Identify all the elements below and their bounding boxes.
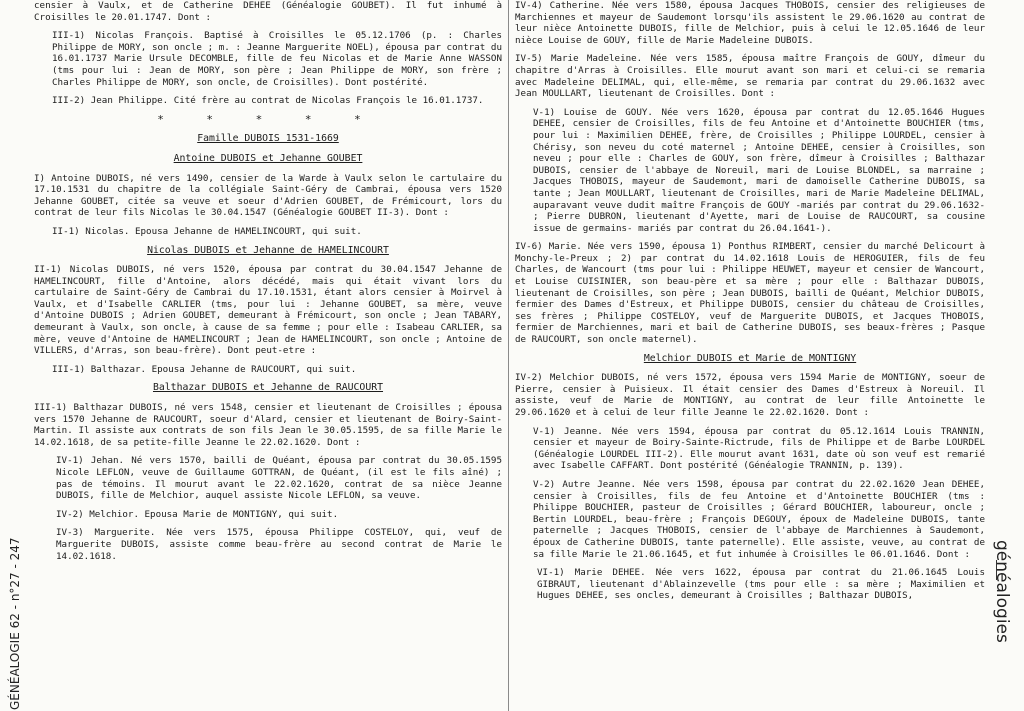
brand-label: généalogies (992, 540, 1012, 643)
paragraph: IV-6) Marie. Née vers 1590, épousa 1) Ponthus RIMBERT, censier du marché Delicourt à Monchy-le-Preux ; 2) par contrat du 14.02.1618 Louis de HEROGUIER, fils de feu Charles, de Wancourt (tms pour lui : Philippe HEUWET, mayeur et censier de Wancourt, et Louise CUISINIER, son beau-père et sa mère ; pour elle : Balthazar DUBOIS, lieutenant de Croisilles, son père ; Jean DUBOIS, bailli de Quéant, Melchior DUBOIS, fermier des Dames d'Estreux, et Philippe DUBOIS, censier du château de Croisilles, ses frères ; Philippe COSTELOY, veuf de Marguerite DUBOIS, et Jacques THOBOIS, fermier de Marchiennes, mari et bail de Catherine DUBOIS, ses beaux-frères ; Pasque de RAUCOURT, son oncle maternel). (515, 241, 985, 346)
paragraph: censier à Vaulx, et de Catherine DEHEE (Généalogie GOUBET). Il fut inhumé à Croisilles le 20.01.1747. Dont : (34, 0, 502, 23)
paragraph: V-1) Jeanne. Née vers 1594, épousa par contrat du 05.12.1614 Louis TRANNIN, censier et mayeur de Boiry-Sainte-Rictrude, fils de Philippe et de Barbe LOURDEL (Généalogie LOURDEL III-2). Elle mourut avant 1631, date où son veuf est remarié avec Isabelle CAFFART. Dont postérité (Généalogie TRANNIN, p. 139). (533, 425, 985, 472)
paragraph: II-1) Nicolas DUBOIS, né vers 1520, épousa par contrat du 30.04.1547 Jehanne de HAMELINCOURT, fille d'Antoine, alors décédé, mais qui était vivant lors du cartulaire de Saint-Géry de Cambrai du 17.10.1531, étant alors censier à Moirvel à Vaulx, et d'Isabelle CARLIER (tms, pour lui : Jehanne GOUBET, sa mère, veuve d'Antoine DUBOIS ; Adrien GOUBET, demeurant à Frémicourt, son oncle ; Jean TABARY, demeurant à Vaulx, son oncle, à cause de sa femme ; pour elle : Isabeau CARLIER, sa mère, veuve d'Antoine de HAMELINCOURT ; Jean de HAMELINCOURT, son oncle ; Antoine de VILLERS, d'Arras, son beau-frère). Dont peut-etre : (34, 264, 502, 357)
paragraph: IV-2) Melchior. Epousa Marie de MONTIGNY, qui suit. (56, 508, 339, 520)
section-heading: Nicolas DUBOIS et Jehanne de HAMELINCOURT (147, 244, 389, 256)
paragraph: II-1) Nicolas. Epousa Jehanne de HAMELINCOURT, qui suit. (52, 225, 362, 237)
paragraph: IV-3) Marguerite. Née vers 1575, épousa Philippe COSTELOY, qui, veuf de Marguerite DUBOIS, assiste comme beau-frère au second contrat de Marie le 14.02.1618. (56, 527, 502, 562)
right-page (515, 0, 985, 711)
paragraph: I) Antoine DUBOIS, né vers 1490, censier de la Warde à Vaulx selon le cartulaire du 17.10.1531 du chapitre de la collégiale Saint-Géry de Cambrai, épousa vers 1520 Jehanne GOUBET, citée sa veuve et soeur d'Adrien GOUBET, de Frémicourt, lors du contrat de leur fils Nicolas le 30.04.1547 (Généalogie GOUBET II-3). Dont : (34, 172, 502, 219)
page-number-sidenote: GÉNÉALOGIE 62 - n°27 - 247 (8, 537, 22, 710)
paragraph: IV-5) Marie Madeleine. Née vers 1585, épousa maître François de GOUY, dîmeur du chapitre d'Arras à Croisilles. Elle mourut avant son mari et celui-ci se remaria avec Madeleine DELIMAL, qui, elle-même, se remaria par contrat du 29.06.1632 avec Jean MOULLART, lieutenant de Croisilles. Dont : (515, 53, 985, 100)
section-separator: * * * * * (157, 112, 379, 126)
paragraph: V-1) Louise de GOUY. Née vers 1620, épousa par contrat du 12.05.1646 Hugues DEHEE, censier de Croisilles, fils de feu Antoine et d'Antoinette BOUCHIER (tms, pour lui : Maximilien DEHEE, frère, de Croisilles ; Philippe LOURDEL, censier à Chérisy, son neveu du coté maternel ; Antoine DEHEE, censier à Croisilles, son neveu ; pour elle : Charles de GOUY, son frère, dîmeur à Croisilles ; Balthazar DUBOIS, censier de l'abbaye de Noreuil, mari de Louise BLONDEL, sa marraine ; Jacques THOBOIS, mayeur de Saudemont, mari de damoiselle Catherine DUBOIS, sa tante ; Jean MOULLART, lieutenant de Croisilles, mari de Marie Madeleine DELIMAL, auparavant veuve dudit maître François de GOUY -mariés par contrat du 29.06.1632- ; Pierre DUBRON, lieutenant d'Ayette, mari de Louise de RAUCOURT, sa cousine issue de germains- mariés par contrat du 26.04.1641-). (533, 106, 985, 234)
paragraph: V-2) Autre Jeanne. Née vers 1598, épousa par contrat du 22.02.1620 Jean DEHEE, censier à Croisilles, fils de feu Antoine et d'Antoinette BOUCHIER (tms : Philippe BOUCHIER, pasteur de Croisilles ; Gérard BOUCHIER, laboureur, oncle ; Bertin LOURDEL, beau-frère ; François DEGOUY, époux de Madeleine DUBOIS, tante paternelle ; Jacques THOBOIS, censier de l'abbaye de Marchiennes à Saudemont, époux de Catherine DUBOIS, tante paternelle). Elle assiste, veuve, au contrat de sa fille Marie le 21.06.1645, et fut inhumée à Croisilles le 06.01.1646. Dont : (533, 478, 985, 560)
paragraph: IV-2) Melchior DUBOIS, né vers 1572, épousa vers 1594 Marie de MONTIGNY, soeur de Pierre, censier à Puisieux. Il était censier des Dames d'Estreux à Noreuil. Il assiste, veuf de Marie de MONTIGNY, au contrat de leur fille Antoinette le 29.06.1620 et à celui de leur fille Jeanne le 22.02.1620. Dont : (515, 372, 985, 418)
section-heading: Balthazar DUBOIS et Jehanne de RAUCOURT (152, 382, 384, 394)
paragraph: VI-1) Marie DEHEE. Née vers 1622, épousa par contrat du 21.06.1645 Louis GIBRAUT, lieutenant d'Ablainzevelle (tms pour elle : sa mère ; Maximilien et Hugues DEHEE, ses oncles, demeurant à Croisilles ; Balthazar DUBOIS, (537, 567, 985, 602)
section-heading: Melchior DUBOIS et Marie de MONTIGNY (643, 352, 857, 364)
paragraph: IV-1) Jehan. Né vers 1570, bailli de Quéant, épousa par contrat du 30.05.1595 Nicole LEFLON, veuve de Guillaume GOTTRAN, de Quéant, (il est le fils aîné) ; pas de témoins. Il mourut avant le 22.02.1620, contrat de sa nièce Jeanne DUBOIS, fille de Melchior, auquel assiste Nicole LEFLON, sa veuve. (56, 455, 502, 502)
left-page (34, 0, 502, 711)
paragraph: III-2) Jean Philippe. Cité frère au contrat de Nicolas François le 16.01.1737. (52, 95, 484, 107)
section-heading: Famille DUBOIS 1531-1669 (197, 133, 339, 145)
paragraph: IV-4) Catherine. Née vers 1580, épousa Jacques THOBOIS, censier des religieuses de Marchiennes et mayeur de Saudemont lorsqu'ils assistent le 29.06.1620 au contrat de leur nièce Antoinette DUBOIS, fille de Melchior, puis à celui le 12.05.1646 de leur nièce Louise de GOUY, fille de Marie Madeleine DUBOIS. (515, 0, 985, 46)
paragraph: III-1) Balthazar DUBOIS, né vers 1548, censier et lieutenant de Croisilles ; épousa vers 1570 Jehanne de RAUCOURT, soeur d'Alard, censier et lieutenant de Boiry-Saint-Martin. Il assiste aux contrats de son fils Jean le 30.05.1595, de sa fille Marie le 14.02.1618, de sa petite-fille Jeanne le 22.02.1620. Dont : (34, 402, 502, 448)
section-heading: Antoine DUBOIS et Jehanne GOUBET (173, 152, 363, 164)
page-gutter (508, 0, 509, 711)
paragraph: III-1) Balthazar. Epousa Jehanne de RAUCOURT, qui suit. (52, 363, 357, 375)
paragraph: III-1) Nicolas François. Baptisé à Croisilles le 05.12.1706 (p. : Charles Philippe de MORY, son oncle ; m. : Jeanne Marguerite NOEL), épousa par contrat du 16.01.1737 Marie Ursule DECOMBLE, fille de feu Nicolas et de Marie Anne WASSON (tms pour lui : Jean de MORY, son père ; Jean Philippe de MORY, son frère ; Charles Philippe de MORY, son oncle, de Croisilles). Dont postérité. (52, 30, 502, 88)
